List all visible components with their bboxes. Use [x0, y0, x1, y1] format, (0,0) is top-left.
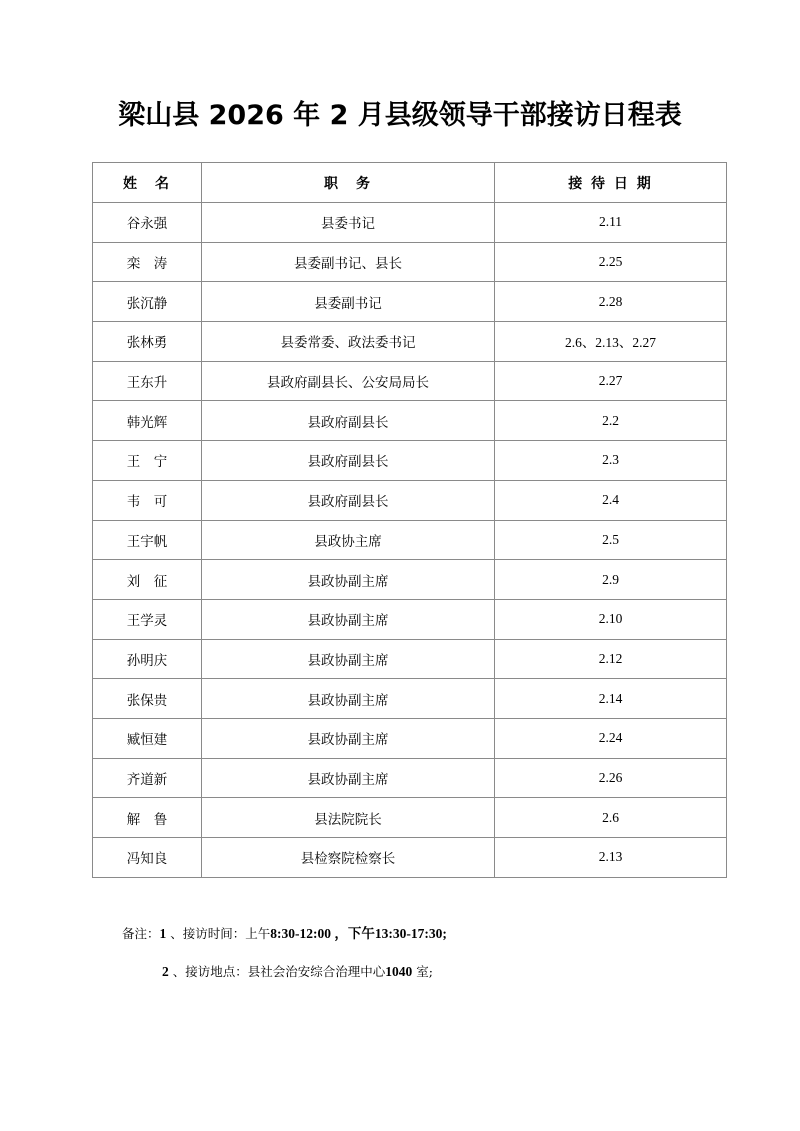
- cell-date: 2.26: [495, 758, 727, 798]
- cell-name: 王东升: [93, 361, 202, 401]
- note-1-label: 接访时间：上午: [182, 926, 271, 941]
- cell-date: 2.13: [495, 838, 727, 878]
- table-row: [93, 401, 727, 441]
- document-title: 梁山县 2026 年 2 月县级领导干部接访日程表: [118, 100, 682, 131]
- table-header-row: [93, 163, 727, 203]
- table-row: [93, 639, 727, 679]
- cell-name: 冯知良: [93, 838, 202, 878]
- table-row: [93, 718, 727, 758]
- table-row: [93, 242, 727, 282]
- note-1-separator: 、: [166, 926, 183, 941]
- cell-position: 县政协主席: [202, 520, 495, 560]
- cell-name: 刘 征: [93, 560, 202, 600]
- cell-date: 2.25: [495, 242, 727, 282]
- cell-name: 王宇帆: [93, 520, 202, 560]
- note-1-number: 1: [159, 926, 167, 941]
- note-2-separator: 、: [168, 964, 186, 979]
- cell-date: 2.4: [495, 480, 727, 520]
- cell-position: 县政府副县长: [202, 401, 495, 441]
- cell-date: 2.10: [495, 599, 727, 639]
- cell-date: 2.3: [495, 441, 727, 481]
- cell-name: 谷永强: [93, 203, 202, 243]
- cell-position: 县政府副县长: [202, 441, 495, 481]
- cell-name: 王学灵: [93, 599, 202, 639]
- cell-name: 解 鲁: [93, 798, 202, 838]
- note-2-end: 室;: [412, 964, 433, 979]
- cell-position: 县委副书记、县长: [202, 242, 495, 282]
- note-visit-location: [162, 964, 433, 980]
- table-row: [93, 758, 727, 798]
- cell-date: 2.2: [495, 401, 727, 441]
- cell-position: 县政协副主席: [202, 639, 495, 679]
- cell-position: 县检察院检察长: [202, 838, 495, 878]
- morning-hours: 8:30-12:00: [270, 926, 332, 941]
- cell-date: 2.9: [495, 560, 727, 600]
- cell-name: 齐道新: [93, 758, 202, 798]
- cell-position: 县政协副主席: [202, 560, 495, 600]
- notes-section: [122, 926, 447, 979]
- cell-position: 县政协副主席: [202, 718, 495, 758]
- cell-position: 县政协副主席: [202, 679, 495, 719]
- note-visit-time: [122, 926, 447, 942]
- cell-name: 韦 可: [93, 480, 202, 520]
- cell-date: 2.6、2.13、2.27: [495, 322, 727, 362]
- afternoon-hours: 13:30-17:30: [374, 926, 443, 941]
- cell-name: 栾 涛: [93, 242, 202, 282]
- cell-name: 张沉静: [93, 282, 202, 322]
- table-row: [93, 441, 727, 481]
- room-number: 1040: [385, 964, 413, 979]
- cell-date: 2.12: [495, 639, 727, 679]
- schedule-table: [92, 162, 727, 878]
- cell-name: 张保贵: [93, 679, 202, 719]
- header-name: 姓 名: [93, 163, 202, 203]
- note-2-number: 2: [162, 964, 169, 979]
- note-2-label: 接访地点：县社会治安综合治理中心: [185, 964, 386, 979]
- cell-date: 2.14: [495, 679, 727, 719]
- cell-position: 县法院院长: [202, 798, 495, 838]
- note-1-end: ;: [442, 926, 447, 941]
- cell-position: 县委副书记: [202, 282, 495, 322]
- table-row: [93, 679, 727, 719]
- note-1-mid: ，下午: [331, 926, 375, 941]
- cell-name: 王 宁: [93, 441, 202, 481]
- cell-date: 2.11: [495, 203, 727, 243]
- cell-name: 张林勇: [93, 322, 202, 362]
- cell-date: 2.5: [495, 520, 727, 560]
- cell-position: 县委常委、政法委书记: [202, 322, 495, 362]
- cell-position: 县政协副主席: [202, 599, 495, 639]
- table-row: [93, 520, 727, 560]
- cell-date: 2.24: [495, 718, 727, 758]
- cell-name: 孙明庆: [93, 639, 202, 679]
- cell-position: 县委书记: [202, 203, 495, 243]
- table-row: [93, 361, 727, 401]
- cell-position: 县政府副县长: [202, 480, 495, 520]
- table-row: [93, 560, 727, 600]
- header-date: 接 待 日 期: [495, 163, 727, 203]
- table-row: [93, 798, 727, 838]
- table-row: [93, 282, 727, 322]
- notes-prefix: 备注：: [122, 926, 160, 941]
- cell-name: 韩光辉: [93, 401, 202, 441]
- cell-date: 2.6: [495, 798, 727, 838]
- cell-date: 2.28: [495, 282, 727, 322]
- header-position: 职 务: [202, 163, 495, 203]
- table-row: [93, 599, 727, 639]
- table-row: [93, 203, 727, 243]
- cell-name: 臧恒建: [93, 718, 202, 758]
- cell-position: 县政府副县长、公安局局长: [202, 361, 495, 401]
- cell-date: 2.27: [495, 361, 727, 401]
- cell-position: 县政协副主席: [202, 758, 495, 798]
- table-row: [93, 480, 727, 520]
- table-row: [93, 838, 727, 878]
- table-row: [93, 322, 727, 362]
